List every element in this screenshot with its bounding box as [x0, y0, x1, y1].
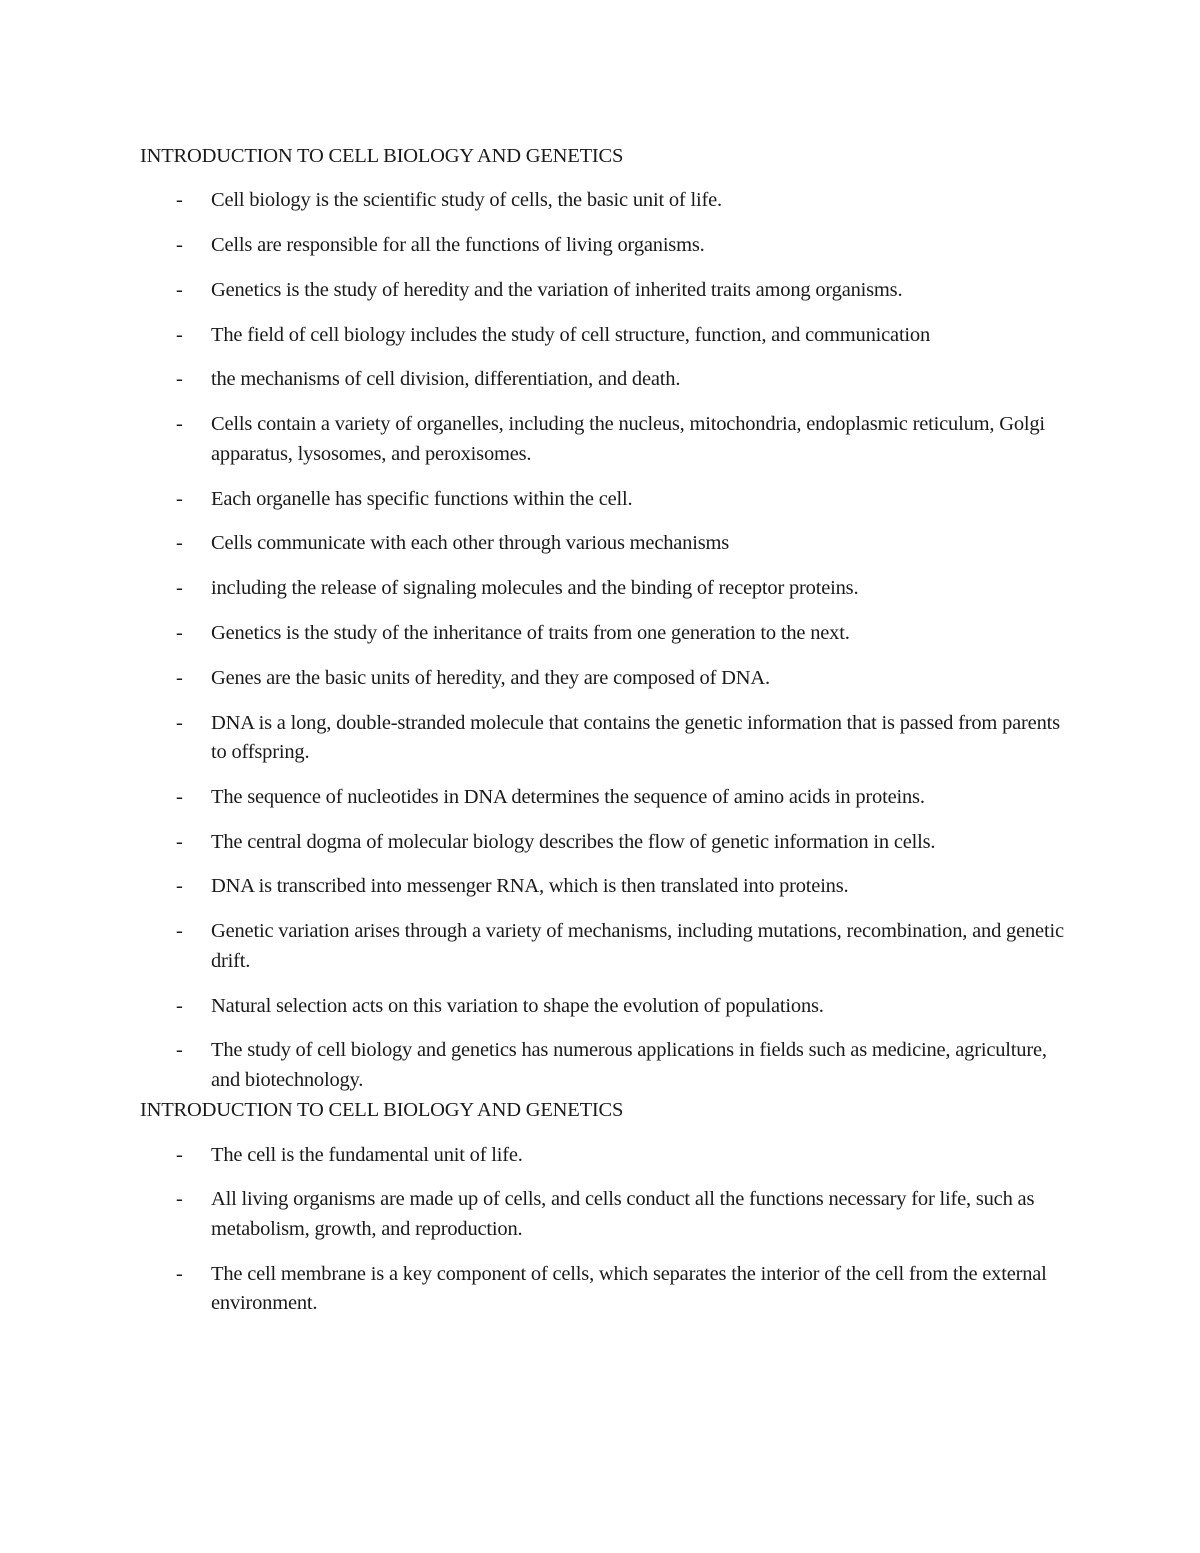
bullet-list — [140, 186, 1070, 1095]
list-item — [140, 619, 1070, 649]
bullet-dash: - — [176, 994, 183, 1017]
list-item — [140, 1260, 1070, 1319]
bullet-dash: - — [176, 920, 183, 943]
list-item-text: the mechanisms of cell division, differentiation, and death. — [211, 368, 681, 391]
bullet-dash: - — [176, 368, 183, 391]
list-item-text: Genes are the basic units of heredity, and they are composed of DNA. — [211, 666, 770, 689]
bullet-dash: - — [176, 323, 183, 346]
bullet-dash: - — [176, 711, 183, 734]
bullet-dash: - — [176, 666, 183, 689]
list-item — [140, 276, 1070, 306]
list-item — [140, 186, 1070, 216]
list-item — [140, 231, 1070, 261]
list-item — [140, 1036, 1070, 1095]
list-item-text: The central dogma of molecular biology describes the flow of genetic information in cells. — [211, 830, 936, 853]
bullet-dash: - — [176, 577, 183, 600]
list-item-text: Each organelle has specific functions within the cell. — [211, 487, 633, 510]
bullet-dash: - — [176, 1262, 183, 1285]
list-item — [140, 828, 1070, 858]
bullet-dash: - — [176, 278, 183, 301]
list-item-text: The cell is the fundamental unit of life. — [211, 1143, 523, 1166]
list-item — [140, 321, 1070, 351]
bullet-dash: - — [176, 785, 183, 808]
bullet-dash: - — [176, 532, 183, 555]
list-item-text: DNA is a long, double-stranded molecule that contains the genetic information that is passed from parents to offspring. — [211, 711, 1060, 764]
document-body — [140, 141, 1070, 1319]
list-item-text: The sequence of nucleotides in DNA determines the sequence of amino acids in proteins. — [211, 785, 925, 808]
bullet-dash: - — [176, 1143, 183, 1166]
list-item — [140, 410, 1070, 469]
section-heading: INTRODUCTION TO CELL BIOLOGY AND GENETICS — [140, 145, 624, 167]
list-item — [140, 872, 1070, 902]
list-item — [140, 365, 1070, 395]
list-item — [140, 1141, 1070, 1171]
section-2 — [140, 1095, 1070, 1318]
bullet-list — [140, 1141, 1070, 1319]
list-item — [140, 529, 1070, 559]
bullet-dash: - — [176, 413, 183, 436]
list-item-text: The field of cell biology includes the study of cell structure, function, and communication — [211, 323, 931, 346]
list-item-text: including the release of signaling molecules and the binding of receptor proteins. — [211, 577, 859, 600]
list-item — [140, 485, 1070, 515]
list-item-text: Cells are responsible for all the functions of living organisms. — [211, 234, 705, 257]
list-item — [140, 1185, 1070, 1244]
list-item-text: Natural selection acts on this variation to shape the evolution of populations. — [211, 994, 824, 1017]
bullet-dash: - — [176, 830, 183, 853]
list-item — [140, 917, 1070, 976]
bullet-dash: - — [176, 234, 183, 257]
list-item-text: Cells contain a variety of organelles, including the nucleus, mitochondria, endoplasmic reticulum, Golgi apparatus, lysosomes, and peroxisomes. — [211, 413, 1045, 465]
list-item-text: All living organisms are made up of cells, and cells conduct all the functions necessary for life, such as metabolism, growth, and reproduction. — [211, 1188, 1035, 1240]
list-item-text: Genetic variation arises through a variety of mechanisms, including mutations, recombination, and genetic drift. — [211, 920, 1064, 972]
list-item — [140, 664, 1070, 694]
bullet-dash: - — [176, 1188, 183, 1211]
list-item-text: Cells communicate with each other through various mechanisms — [211, 532, 730, 555]
list-item-text: Genetics is the study of the inheritance of traits from one generation to the next. — [211, 621, 850, 644]
list-item-text: The cell membrane is a key component of cells, which separates the interior of the cell from the external environment. — [211, 1262, 1047, 1315]
section-1 — [140, 141, 1070, 1095]
bullet-dash: - — [176, 189, 183, 212]
list-item — [140, 709, 1070, 768]
list-item-text: DNA is transcribed into messenger RNA, which is then translated into proteins. — [211, 875, 849, 898]
bullet-dash: - — [176, 1039, 183, 1062]
bullet-dash: - — [176, 621, 183, 644]
list-item — [140, 783, 1070, 813]
bullet-dash: - — [176, 487, 183, 510]
list-item-text: Cell biology is the scientific study of cells, the basic unit of life. — [211, 189, 722, 212]
section-heading: INTRODUCTION TO CELL BIOLOGY AND GENETICS — [140, 1099, 624, 1122]
bullet-dash: - — [176, 875, 183, 898]
list-item-text: The study of cell biology and genetics has numerous applications in fields such as medicine, agriculture, and biotechnology. — [211, 1039, 1047, 1091]
list-item — [140, 992, 1070, 1022]
list-item-text: Genetics is the study of heredity and the variation of inherited traits among organisms. — [211, 278, 903, 301]
list-item — [140, 574, 1070, 604]
